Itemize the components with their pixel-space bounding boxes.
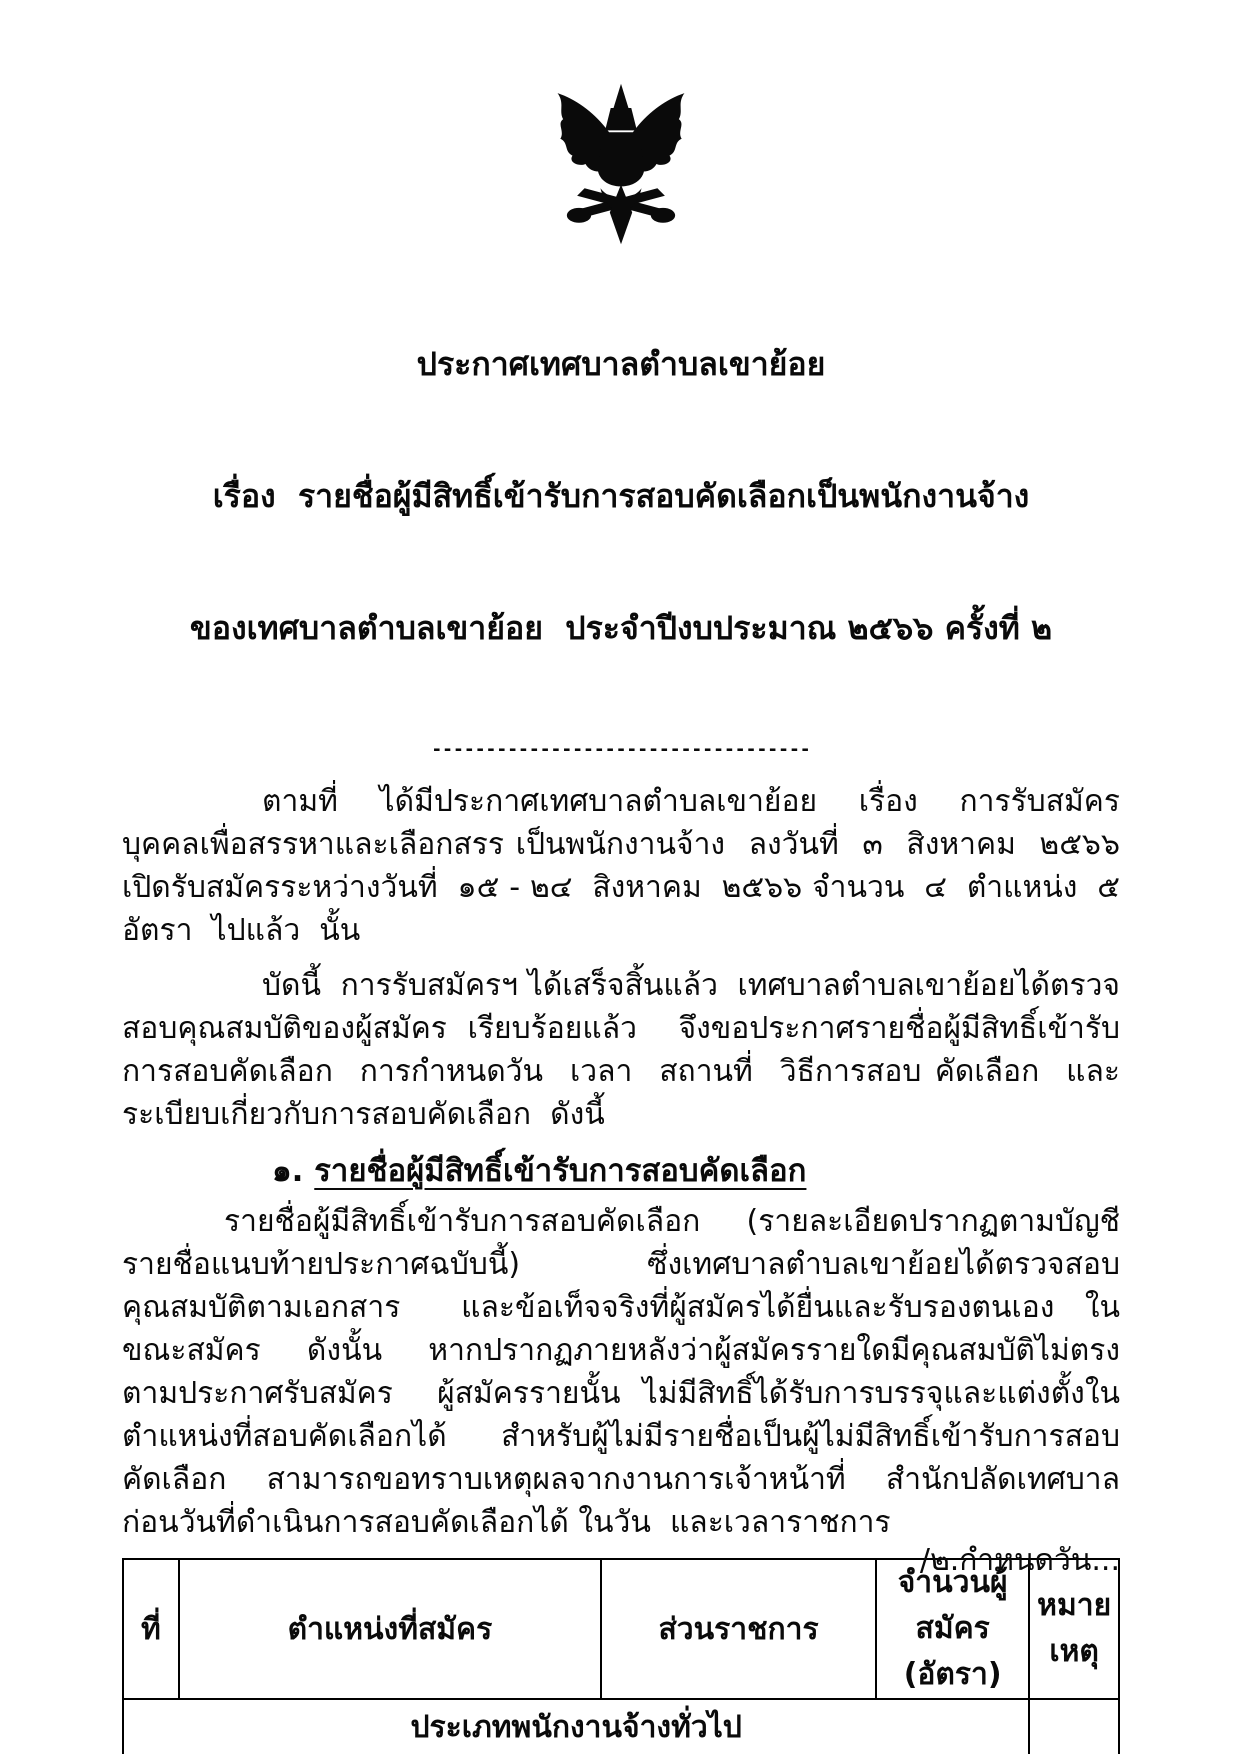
section-1-number: ๑. — [272, 1153, 304, 1189]
document-title-line1: ประกาศเทศบาลตำบลเขาย้อย — [416, 345, 826, 383]
continuation-note: /๒.กำหนดวัน... — [919, 1543, 1120, 1578]
section-title-general: ประเภทพนักงานจ้างทั่วไป — [123, 1699, 1029, 1754]
section-remark-cell — [1029, 1699, 1119, 1754]
header-remark-line1: หมาย — [1037, 1588, 1112, 1623]
garuda-emblem-graphic — [545, 80, 697, 248]
section-row-general — [123, 1699, 1119, 1754]
header-position: ตำแหน่งที่สมัคร — [179, 1559, 601, 1699]
section-1-heading — [122, 1150, 1120, 1192]
section-1-title: รายชื่อผู้มีสิทธิ์เข้ารับการสอบคัดเลือก — [314, 1153, 807, 1189]
garuda-emblem — [545, 80, 697, 248]
document-title-line3: ของเทศบาลตำบลเขาย้อย ประจำปีงบประมาณ ๒๕๖๖ ครั้งที่ ๒ — [189, 609, 1053, 647]
header-applicants-line1: จำนวนผู้สมัคร — [897, 1565, 1008, 1646]
header-remark-line2: เหตุ — [1049, 1634, 1099, 1669]
paragraph-intro: ตามที่ ได้มีประกาศเทศบาลตำบลเขาย้อย เรื่อง การรับสมัครบุคคลเพื่อสรรหาและเลือกสรร เป็นพนักงานจ้าง ลงวันที่ ๓ สิงหาคม ๒๕๖๖ เปิดรับสมัครระหว่างวันที่ ๑๕ - ๒๔ สิงหาคม ๒๕๖๖ จำนวน ๔ ตำแหน่ง ๕ อัตรา ไปแล้ว นั้น — [122, 784, 1140, 948]
paragraph-eligibility: รายชื่อผู้มีสิทธิ์เข้ารับการสอบคัดเลือก (รายละเอียดปรากฏตามบัญชีรายชื่อแนบท้ายประกาศฉบับนี้) ซึ่งเทศบาลตำบลเขาย้อยได้ตรวจสอบคุณสมบัติตามเอกสาร และข้อเท็จจริงที่ผู้สมัครได้ยื่นและรับรองตนเอง ในขณะสมัคร ดังนั้น หากปรากฏภายหลังว่าผู้สมัครรายใดมีคุณสมบัติไม่ตรงตามประกาศรับสมัคร ผู้สมัครรายนั้น ไม่มีสิทธิ์ได้รับการบรรจุและแต่งตั้งในตำแหน่งที่สอบคัดเลือกได้ สำหรับผู้ไม่มีรายชื่อเป็นผู้ไม่มีสิทธิ์เข้ารับการสอบ คัดเลือก สามารถขอทราบเหตุผลจากงานการเจ้าหน้าที่ สำนักปลัดเทศบาล ก่อนวันที่ดำเนินการสอบคัดเลือกได้ ในวัน และเวลาราชการ — [122, 1204, 1140, 1540]
applicants-table — [122, 1558, 1120, 1754]
document-title-line2: เรื่อง รายชื่อผู้มีสิทธิ์เข้ารับการสอบคัดเลือกเป็นพนักงานจ้าง — [212, 477, 1030, 515]
header-no: ที่ — [123, 1559, 179, 1699]
header-applicants-line2: (อัตรา) — [903, 1657, 1002, 1692]
paragraph-announcement: บัดนี้ การรับสมัครฯ ได้เสร็จสิ้นแล้ว เทศบาลตำบลเขาย้อยได้ตรวจสอบคุณสมบัติของผู้สมัคร เรียบร้อยแล้ว จึงขอประกาศรายชื่อผู้มีสิทธิ์เข้ารับการสอบคัดเลือก การกำหนดวัน เวลา สถานที่ วิธีการสอบ คัดเลือก และระเบียบเกี่ยวกับการสอบคัดเลือก ดังนี้ — [122, 968, 1120, 1132]
header-department: ส่วนราชการ — [601, 1559, 876, 1699]
dashed-divider: ----------------------------------- — [431, 739, 811, 760]
